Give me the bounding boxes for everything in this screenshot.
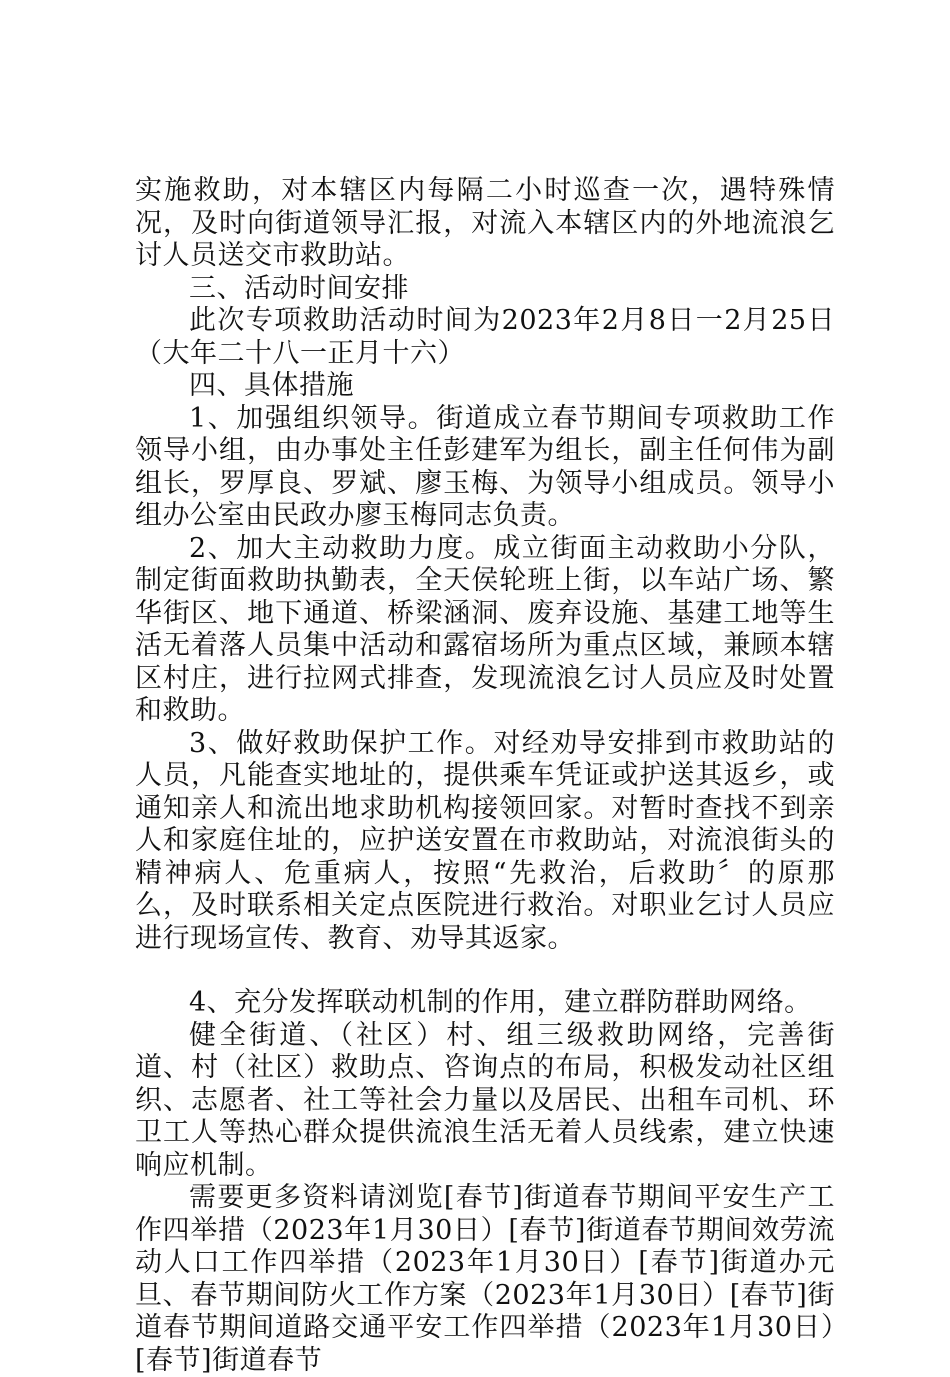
paragraph-measure-3: 3、做好救助保护工作。对经劝导安排到市救助站的人员，凡能查实地址的，提供乘车凭证或护送其返乡，或通知亲人和流出地求助机构接领回家。对暂时查找不到亲人和家庭住址的，应护送安置在市救助站，对流浪街头的精神病人、危重病人，按照“先救治，后救助〞的原那么，及时联系相关定点医院进行救治。对职业乞讨人员应进行现场宣传、教育、劝导其返家。	[135, 727, 835, 954]
paragraph-network: 健全街道、（社区）村、组三级救助网络，完善街道、村（社区）救助点、咨询点的布局，积极发动社区组织、志愿者、社工等社会力量以及居民、出租车司机、环卫工人等热心群众提供流浪生活无着人员线索，建立快速响应机制。	[135, 1019, 835, 1181]
paragraph-schedule: 此次专项救助活动时间为2023年2月8日一2月25日（大年二十八一正月十六）	[135, 305, 835, 369]
section-heading-measures: 四、具体措施	[189, 370, 354, 401]
paragraph-measure-1: 1、加强组织领导。街道成立春节期间专项救助工作领导小组，由办事处主任彭建军为组长，副主任何伟为副组长，罗厚良、罗斌、廖玉梅、为领导小组成员。领导小组办公室由民政办廖玉梅同志负责。	[135, 402, 835, 531]
section-heading-schedule: 三、活动时间安排	[189, 272, 409, 304]
paragraph-measure-2: 2、加大主动救助力度。成立街面主动救助小分队，制定街面救助执勤表，全天侯轮班上街，以车站广场、繁华街区、地下通道、桥梁涵洞、废弃设施、基建工地等生活无着落人员集中活动和露宿场所为重点区域，兼顾本辖区村庄，进行拉网式排查，发现流浪乞讨人员应及时处置和救助。	[135, 532, 835, 726]
document-body	[135, 175, 835, 1377]
paragraph-measure-4: 4、充分发挥联动机制的作用，建立群防群助网络。	[189, 987, 812, 1018]
paragraph-more-resources: 需要更多资料请浏览[春节]街道春节期间平安生产工作四举措（2023年1月30日）[春节]街道春节期间效劳流动人口工作四举措（2023年1月30日）[春节]街道办元旦、春节期间防火工作方案（2023年1月30日）[春节]街道春节期间道路交通平安工作四举措（2023年1月30日）[春节]街道春节	[135, 1182, 835, 1376]
paragraph-continuation: 实施救助，对本辖区内每隔二小时巡查一次，遇特殊情况，及时向街道领导汇报，对流入本辖区内的外地流浪乞讨人员送交市救助站。	[135, 175, 835, 271]
